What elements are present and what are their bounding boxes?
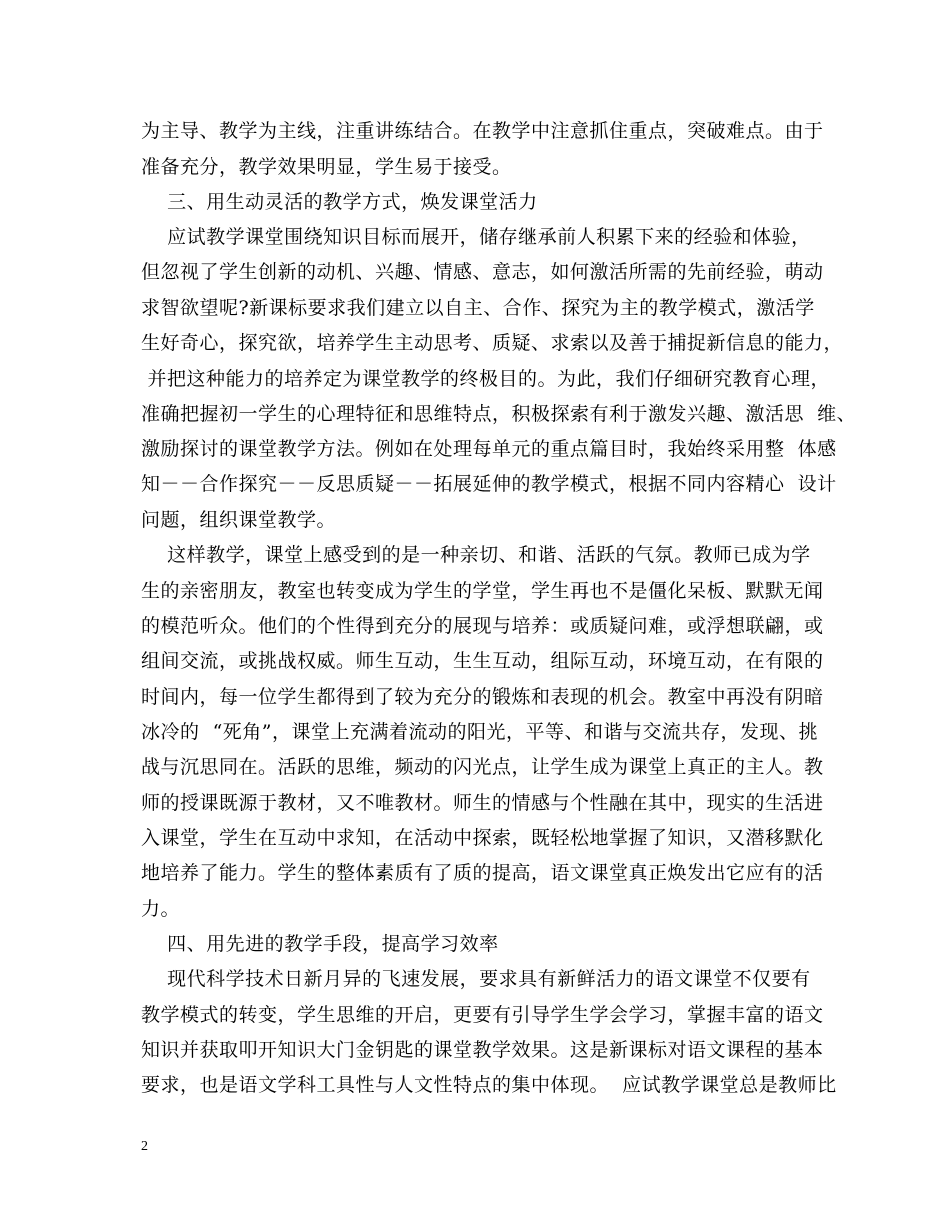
text-line: 生好奇心，探究欲，培养学生主动思考、质疑、求索以及善于捕捉新信息的能力， [141,332,844,354]
text-line: 入课堂，学生在互动中求知，在活动中探索，既轻松地掌握了知识，又潜移默化 [141,827,824,849]
text-line: 时间内，每一位学生都得到了较为充分的锻炼和表现的机会。教室中再没有阴暗 [141,686,824,708]
text-line: 的模范听众。他们的个性得到充分的展现与培养：或质疑问难，或浮想联翩，或 [141,615,824,637]
text-line: 力。 [141,898,181,920]
text-line: 准备充分，教学效果明显，学生易于接受。 [141,156,512,178]
text-line: 激励探讨的课堂教学方法。例如在处理每单元的重点篇目时，我始终采用整 体感 [141,438,837,460]
page-number: 2 [141,1139,148,1154]
text-line: 这样教学，课堂上感受到的是一种亲切、和谐、活跃的气氛。教师已成为学 [141,544,811,566]
text-line: 知识并获取叩开知识大门金钥匙的课堂教学效果。这是新课标对语文课程的基本 [141,1039,824,1061]
section-heading: 三、用生动灵活的教学方式，焕发课堂活力 [141,191,538,213]
text-line: 现代科学技术日新月异的飞速发展，要求具有新鲜活力的语文课堂不仅要有 [141,968,811,990]
text-line: 问题，组织课堂教学。 [141,509,337,531]
section-heading: 四、用先进的教学手段，提高学习效率 [141,933,499,955]
text-line: 准确把握初一学生的心理特征和思维特点，积极探索有利于激发兴趣、激活思 维、 [141,403,857,425]
text-line: 战与沉思同在。活跃的思维，频动的闪光点，让学生成为课堂上真正的主人。教 [141,756,824,778]
text-line: 求智欲望呢?新课标要求我们建立以自主、合作、探究为主的教学模式，激活学 [141,297,815,319]
text-line: 冰冷的 “死角”，课堂上充满着流动的阳光，平等、和谐与交流共存，发现、挑 [141,721,819,743]
text-line: 知－－合作探究－－反思质疑－－拓展延伸的教学模式，根据不同内容精心 设计 [141,473,837,495]
text-line: 要求，也是语文学科工具性与人文性特点的集中体现。 应试教学课堂总是教师比 [141,1074,837,1096]
text-line: 生的亲密朋友，教室也转变成为学生的学堂，学生再也不是僵化呆板、默默无闻 [141,580,824,602]
text-line: 为主导、教学为主线，注重讲练结合。在教学中注意抓住重点，突破难点。由于 [141,120,824,142]
text-line: 师的授课既源于教材，又不唯教材。师生的情感与个性融在其中，现实的生活进 [141,792,824,814]
text-line: 但忽视了学生创新的动机、兴趣、情感、意志，如何激活所需的先前经验，萌动 [141,261,824,283]
text-line: 教学模式的转变，学生思维的开启，更要有引导学生学会学习，掌握丰富的语文 [141,1004,824,1026]
text-line: 组间交流，或挑战权威。师生互动，生生互动，组际互动，环境互动，在有限的 [141,650,824,672]
text-line: 地培养了能力。学生的整体素质有了质的提高，语文课堂真正焕发出它应有的活 [141,862,824,884]
text-line: 并把这种能力的培养定为课堂教学的终极目的。为此，我们仔细研究教育心理， [141,368,831,390]
text-line: 应试教学课堂围绕知识目标而展开，储存继承前人积累下来的经验和体验， [141,226,811,248]
